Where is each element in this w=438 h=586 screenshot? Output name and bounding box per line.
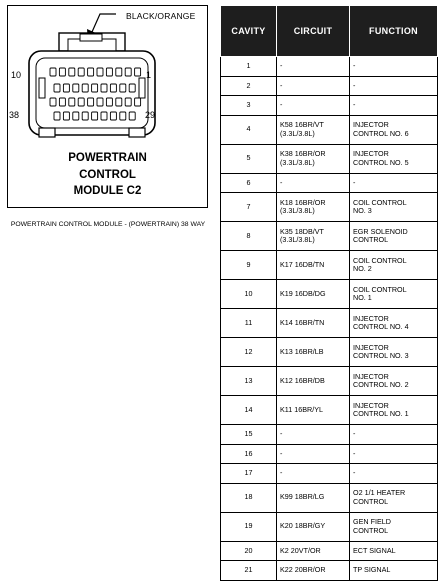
circuit-line: - [280,468,283,478]
function-line: ECT SIGNAL [353,545,396,555]
circuit-cell [277,280,350,309]
table-row [221,396,438,425]
function-cell [350,144,438,173]
table-row [221,309,438,338]
function-cell [350,338,438,367]
pin-cavity [106,98,112,106]
circuit-line: K38 16BR/OR [280,149,326,159]
table-row [221,173,438,193]
circuit-line: K22 20BR/OR [280,565,326,575]
function-cell [350,512,438,541]
table-row [221,144,438,173]
circuit-cell [277,367,350,396]
pin-cavity [78,68,84,76]
pin-cavity [129,112,135,120]
cavity-cell: 3 [221,96,277,116]
cavity-cell: 7 [221,193,277,222]
circuit-cell [277,309,350,338]
connector-title-line-1: POWERTRAIN [68,152,147,164]
function-line: CONTROL [353,235,389,244]
pin-cavity [54,112,60,120]
pin-cavity [92,84,98,92]
function-line: COIL CONTROL [353,284,407,294]
pin-cavity [73,84,79,92]
function-cell [350,115,438,144]
circuit-line: (3.3L/3.8L) [280,128,315,138]
table-row [221,57,438,77]
function-line: - [353,177,356,187]
circuit-line: K17 16DB/TN [280,259,325,269]
function-cell [350,173,438,193]
circuit-line: - [280,61,283,71]
circuit-cell [277,512,350,541]
table-row [221,561,438,581]
circuit-line: - [280,80,283,90]
function-line: CONTROL NO. 4 [353,322,409,331]
pin-cavity [125,68,131,76]
function-cell [350,483,438,512]
table-row [221,251,438,280]
function-cell [350,464,438,484]
circuit-cell [277,115,350,144]
table-row [221,483,438,512]
pin-cavity [63,84,69,92]
pin-cavity [116,98,122,106]
function-cell [350,425,438,445]
function-line: INJECTOR [353,120,389,130]
cavity-cell: 4 [221,115,277,144]
circuit-cell [277,251,350,280]
pin-cavity [78,98,84,106]
function-cell [350,76,438,96]
function-cell [350,309,438,338]
pin-cavity [50,98,56,106]
table-row [221,541,438,561]
circuit-line: - [280,177,283,187]
cavity-cell: 11 [221,309,277,338]
function-cell [350,280,438,309]
connector-title-line-2: CONTROL [79,168,136,181]
circuit-line: K2 20VT/OR [280,545,321,555]
function-cell [350,222,438,251]
table-row [221,115,438,144]
function-line: CONTROL NO. 5 [353,157,409,167]
circuit-line: K12 16BR/DB [280,375,325,385]
wire-color-label: BLACK/ORANGE [126,11,196,21]
circuit-cell [277,338,350,367]
pin-cavity [116,68,122,76]
function-line: NO. 3 [353,206,372,215]
function-line: - [353,448,356,458]
circuit-cell [277,144,350,173]
function-cell [350,96,438,116]
function-line: - [353,468,356,478]
circuit-line: K13 16BR/LB [280,346,324,356]
function-line: INJECTOR [353,342,389,352]
circuit-cell [277,173,350,193]
function-line: CONTROL NO. 2 [353,380,409,389]
function-line: INJECTOR [353,400,389,410]
circuit-cell [277,222,350,251]
pin-cavity [135,68,141,76]
function-cell [350,367,438,396]
table-row [221,96,438,116]
table-row [221,512,438,541]
circuit-line: K58 16BR/VT [280,120,324,130]
connector-face-drawing [8,6,209,156]
circuit-cell [277,444,350,464]
circuit-cell [277,541,350,561]
function-line: INJECTOR [353,149,389,159]
function-line: CONTROL NO. 1 [353,409,409,418]
pin-cavity [129,84,135,92]
function-line: INJECTOR [353,313,389,323]
connector-title [7,150,208,200]
function-cell [350,251,438,280]
pin-cavity [101,84,107,92]
function-line: CONTROL NO. 6 [353,128,409,138]
circuit-line: K35 18DB/VT [280,226,324,236]
function-line: CONTROL NO. 3 [353,351,409,360]
circuit-line: K99 18BR/LG [280,492,325,502]
circuit-line: - [280,100,283,110]
pin-cavity [63,112,69,120]
pin-cavity [92,112,98,120]
pin-cavity [97,68,103,76]
cavity-cell: 16 [221,444,277,464]
circuit-line: (3.3L/3.8L) [280,157,315,167]
cavity-cell: 12 [221,338,277,367]
cavity-cell: 14 [221,396,277,425]
wire-pointer-line [92,14,116,32]
pin-label-bottom-right: 29 [145,110,156,120]
pin-cavity [59,98,65,106]
cavity-cell: 13 [221,367,277,396]
circuit-cell [277,57,350,77]
pin-cavity [101,112,107,120]
table-row [221,464,438,484]
function-line: - [353,100,356,110]
function-line: - [353,429,356,439]
cavity-cell: 6 [221,173,277,193]
cavity-cell: 20 [221,541,277,561]
circuit-cell [277,96,350,116]
pin-cavity [120,84,126,92]
table-row [221,280,438,309]
pin-label-top-left: 10 [11,70,22,80]
cavity-cell: 15 [221,425,277,445]
pin-cavity [69,68,75,76]
pin-cavity [82,84,88,92]
cavity-cell: 18 [221,483,277,512]
function-line: NO. 1 [353,293,372,302]
circuit-line: (3.3L/3.8L) [280,206,315,215]
header-cavity: CAVITY [221,6,277,57]
pin-cavity [73,112,79,120]
pin-cavity [106,68,112,76]
function-line: NO. 2 [353,264,372,273]
function-cell [350,561,438,581]
circuit-cell [277,193,350,222]
pin-cavity [110,84,116,92]
function-line: O2 1/1 HEATER [353,488,406,498]
connector-key-left [39,128,55,137]
function-cell [350,193,438,222]
cavity-cell: 10 [221,280,277,309]
pin-cavity [125,98,131,106]
header-function: FUNCTION [350,6,438,57]
table-row [221,76,438,96]
function-line: EGR SOLENOID [353,226,408,236]
function-line: COIL CONTROL [353,255,407,265]
pin-cavity [120,112,126,120]
circuit-cell [277,561,350,581]
pin-cavity [88,98,94,106]
table-row [221,444,438,464]
function-line: COIL CONTROL [353,197,407,207]
circuit-line: (3.3L/3.8L) [280,235,315,244]
pin-cavity [82,112,88,120]
cavity-cell: 5 [221,144,277,173]
pin-cavity [54,84,60,92]
pin-cavity [69,98,75,106]
circuit-cell [277,483,350,512]
circuit-line: K11 16BR/YL [280,404,324,414]
function-cell [350,396,438,425]
cavity-cell: 2 [221,76,277,96]
pinout-table-body [221,57,438,581]
circuit-line: - [280,448,283,458]
function-cell [350,57,438,77]
connector-title-line-3: MODULE C2 [73,185,142,197]
circuit-cell [277,464,350,484]
function-line: CONTROL [353,525,389,535]
table-row [221,193,438,222]
cavity-cell: 8 [221,222,277,251]
pin-label-bottom-left: 38 [9,110,20,120]
function-line: - [353,80,356,90]
circuit-line: K19 16DB/DG [280,288,326,298]
function-line: INJECTOR [353,371,389,381]
cavity-cell: 1 [221,57,277,77]
pin-cavity [59,68,65,76]
circuit-cell [277,396,350,425]
function-line: GEN FIELD [353,517,391,527]
function-line: - [353,61,356,71]
cavity-cell: 21 [221,561,277,581]
table-row [221,425,438,445]
circuit-line: K20 18BR/GY [280,521,326,531]
cavity-cell: 9 [221,251,277,280]
pin-cavity [110,112,116,120]
pin-cavity [88,68,94,76]
function-line: TP SIGNAL [353,565,391,575]
connector-caption: POWERTRAIN CONTROL MODULE - (POWERTRAIN) 38 WAY [10,221,206,228]
table-row [221,338,438,367]
cavity-cell: 19 [221,512,277,541]
circuit-line: - [280,429,283,439]
pinout-table [220,5,438,581]
header-circuit: CIRCUIT [277,6,350,57]
cavity-cell: 17 [221,464,277,484]
function-cell [350,541,438,561]
circuit-cell [277,425,350,445]
circuit-cell [277,76,350,96]
pin-label-top-right: 1 [146,70,152,80]
table-row [221,367,438,396]
circuit-line: K14 16BR/TN [280,317,325,327]
circuit-line: K18 16BR/OR [280,197,326,207]
connector-key-right [129,128,145,137]
pinout-header-row [221,6,438,57]
pin-cavity [97,98,103,106]
function-cell [350,444,438,464]
pin-cavity [135,98,141,106]
pin-cavity [50,68,56,76]
function-line: CONTROL [353,496,389,506]
table-row [221,222,438,251]
